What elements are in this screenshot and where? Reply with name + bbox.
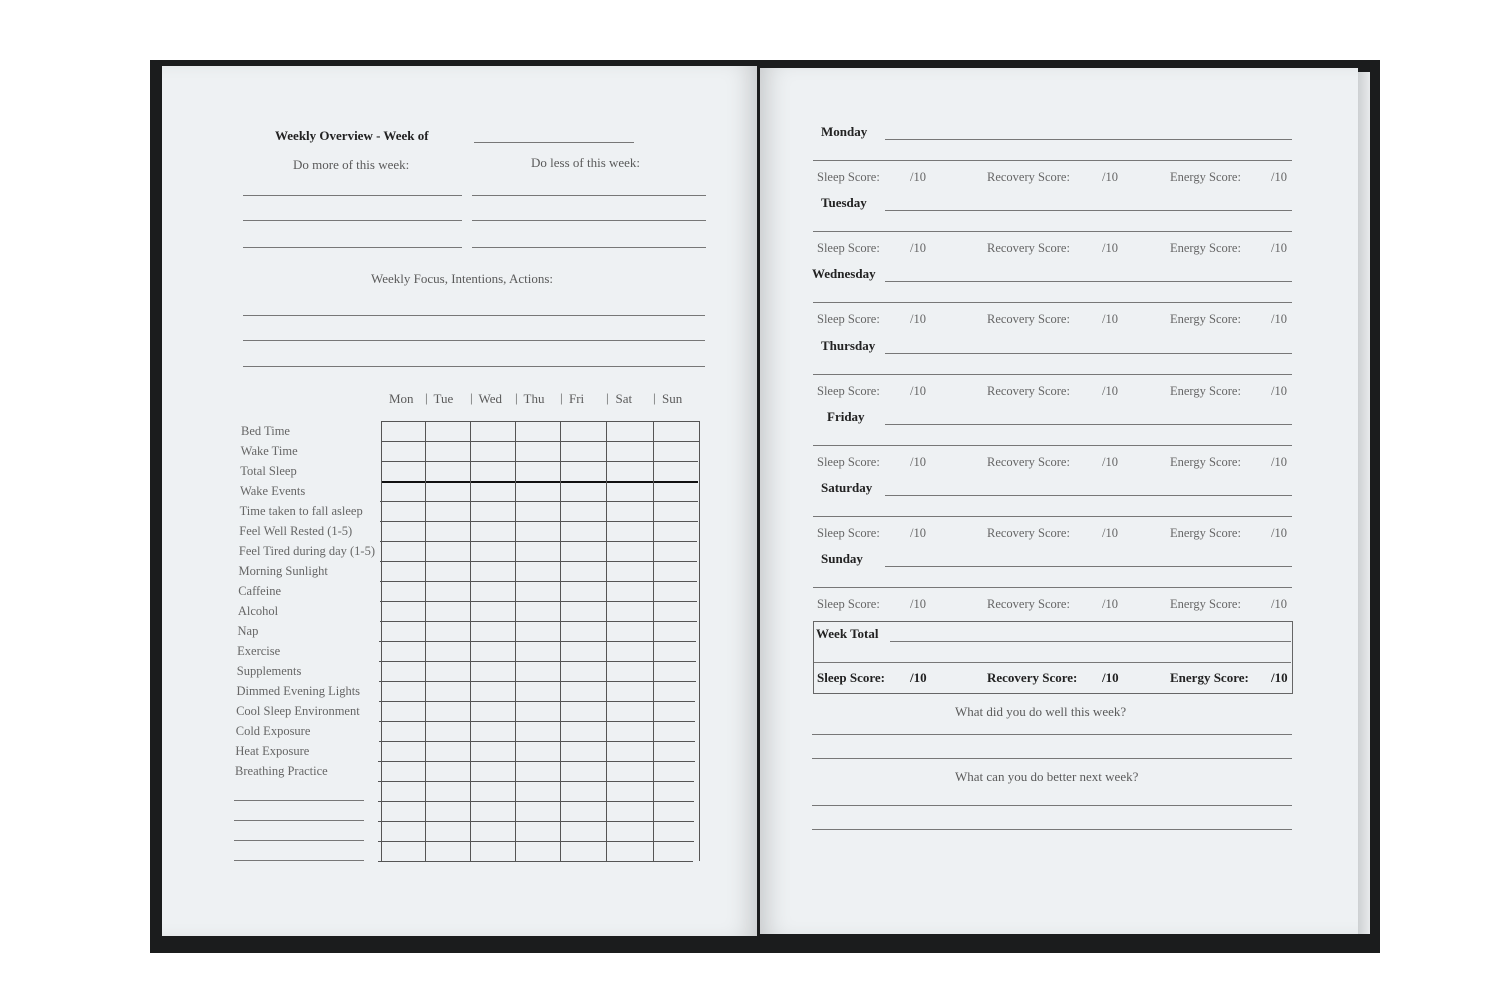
write-line (813, 231, 1292, 232)
day-header: Mon (389, 391, 414, 406)
energy-score-label: Energy Score: (1170, 383, 1241, 398)
grid-line (381, 421, 699, 422)
sleep-score-label: Sleep Score: (817, 170, 880, 184)
write-line (243, 340, 705, 341)
sleep-score-label: Sleep Score: (817, 597, 880, 612)
sleep-score-label: Sleep Score: (817, 241, 880, 256)
row-label: Cool Sleep Environment (236, 704, 360, 718)
row-label: Breathing Practice (235, 764, 328, 778)
write-line (243, 195, 462, 196)
grid-line (470, 421, 471, 861)
blank-row-line (234, 800, 364, 801)
energy-score-label: Energy Score: (1170, 526, 1241, 540)
day-header: Thu (523, 391, 545, 406)
sleep-score-max: /10 (910, 526, 926, 540)
write-line (472, 195, 706, 196)
write-line (243, 366, 705, 367)
sleep-score-max: /10 (910, 454, 926, 469)
write-line (813, 302, 1292, 303)
grid-line (380, 521, 698, 522)
recovery-score-max: /10 (1102, 170, 1118, 184)
grid-line (379, 661, 696, 662)
write-line (812, 805, 1292, 806)
do-more-label: Do more of this week: (293, 157, 410, 172)
grid-line (653, 421, 654, 861)
total-sleep-score-max: /10 (910, 670, 927, 685)
energy-score-max: /10 (1271, 454, 1287, 469)
grid-line (381, 481, 699, 483)
write-line (812, 758, 1292, 759)
grid-line (379, 741, 695, 742)
write-line (813, 374, 1292, 375)
recovery-score-max: /10 (1102, 312, 1118, 327)
recovery-score-max: /10 (1102, 241, 1118, 256)
row-label: Dimmed Evening Lights (236, 684, 361, 698)
day-label: Sunday (821, 551, 863, 567)
write-line (885, 424, 1292, 425)
did-well-label: What did you do well this week? (955, 704, 1127, 719)
recovery-score-max: /10 (1102, 454, 1118, 469)
row-label: Wake Events (239, 484, 306, 498)
grid-line (380, 621, 697, 622)
total-energy-score-max: /10 (1271, 670, 1288, 685)
write-line (243, 247, 462, 248)
do-better-label: What can you do better next week? (955, 769, 1139, 784)
row-label: Total Sleep (240, 464, 297, 478)
focus-label: Weekly Focus, Intentions, Actions: (371, 271, 554, 286)
recovery-score-label: Recovery Score: (987, 597, 1070, 612)
grid-line (380, 601, 697, 602)
row-label: Morning Sunlight (238, 564, 328, 578)
blank-row-line (234, 860, 364, 861)
write-line (812, 829, 1292, 830)
total-energy-score-label: Energy Score: (1170, 670, 1249, 685)
day-label: Tuesday (821, 195, 867, 211)
day-header: Sat (615, 391, 633, 406)
row-label: Alcohol (237, 604, 279, 618)
row-label: Cold Exposure (235, 724, 311, 738)
page-edges (1356, 72, 1370, 934)
write-line (813, 160, 1292, 161)
row-label: Heat Exposure (235, 744, 310, 758)
grid-line (379, 681, 696, 682)
write-line (885, 210, 1292, 211)
energy-score-label: Energy Score: (1170, 597, 1241, 612)
energy-score-label: Energy Score: (1170, 312, 1241, 327)
do-less-label: Do less of this week: (531, 155, 641, 170)
recovery-score-label: Recovery Score: (987, 526, 1070, 540)
recovery-score-max: /10 (1102, 526, 1118, 540)
blank-row-line (234, 840, 364, 841)
write-line (885, 353, 1292, 354)
write-line (813, 445, 1292, 446)
write-line (885, 139, 1292, 140)
grid-line (380, 541, 697, 542)
sleep-score-max: /10 (910, 241, 926, 256)
sleep-score-label: Sleep Score: (817, 312, 880, 327)
separator: | (560, 390, 563, 405)
day-header: Wed (478, 391, 502, 406)
recovery-score-label: Recovery Score: (987, 312, 1070, 327)
write-line (472, 220, 706, 221)
write-line (813, 587, 1292, 588)
sleep-score-label: Sleep Score: (817, 526, 880, 540)
recovery-score-label: Recovery Score: (987, 383, 1070, 398)
recovery-score-max: /10 (1102, 383, 1118, 398)
day-label: Wednesday (812, 266, 876, 282)
total-recovery-score-label: Recovery Score: (987, 670, 1078, 685)
separator: | (470, 390, 473, 405)
row-label: Feel Well Rested (1-5) (239, 524, 353, 538)
grid-line (380, 561, 697, 562)
recovery-score-max: /10 (1102, 597, 1118, 612)
write-line (890, 641, 1291, 642)
row-label: Wake Time (240, 444, 298, 458)
total-recovery-score-max: /10 (1102, 670, 1119, 685)
separator: | (515, 390, 518, 405)
separator: | (653, 390, 656, 405)
energy-score-max: /10 (1271, 383, 1287, 398)
recovery-score-label: Recovery Score: (987, 241, 1070, 256)
sleep-score-max: /10 (910, 170, 926, 184)
day-label: Saturday (821, 480, 873, 495)
write-line (243, 315, 705, 316)
energy-score-max: /10 (1271, 170, 1287, 184)
write-line (812, 734, 1292, 735)
week-total-label: Week Total (816, 626, 879, 641)
sleep-score-max: /10 (910, 312, 926, 327)
write-line (243, 220, 462, 221)
row-label: Exercise (237, 644, 281, 658)
day-header: Sun (662, 391, 683, 406)
day-header: Fri (569, 391, 585, 406)
energy-score-max: /10 (1271, 312, 1287, 327)
grid-line (515, 421, 516, 861)
day-label: Thursday (821, 337, 876, 353)
write-line (885, 566, 1292, 567)
grid-line (380, 581, 697, 582)
day-label: Friday (827, 408, 865, 424)
grid-line (379, 721, 696, 722)
energy-score-label: Energy Score: (1170, 170, 1241, 184)
energy-score-label: Energy Score: (1170, 454, 1241, 469)
energy-score-max: /10 (1271, 241, 1287, 256)
total-sleep-score-label: Sleep Score: (817, 670, 885, 685)
grid-line (379, 641, 696, 642)
row-label: Supplements (236, 664, 302, 678)
grid-line (606, 421, 607, 861)
grid-line (380, 501, 698, 502)
grid-line (381, 441, 699, 442)
energy-score-max: /10 (1271, 526, 1287, 540)
day-label: Monday (821, 124, 868, 139)
write-line (814, 662, 1291, 663)
row-label: Feel Tired during day (1-5) (238, 544, 375, 558)
blank-row-line (234, 820, 364, 821)
weekly-overview-title: Weekly Overview - Week of (275, 128, 429, 143)
grid-line (699, 421, 700, 861)
write-line (472, 247, 706, 248)
separator: | (425, 390, 428, 405)
grid-line (379, 701, 696, 702)
energy-score-label: Energy Score: (1170, 241, 1241, 256)
recovery-score-label: Recovery Score: (987, 170, 1070, 184)
sleep-score-max: /10 (910, 383, 926, 398)
grid-line (425, 421, 426, 861)
row-label: Caffeine (238, 584, 281, 598)
row-label: Nap (237, 624, 259, 638)
day-header: Tue (433, 391, 454, 406)
grid-line (560, 421, 561, 861)
sleep-score-label: Sleep Score: (817, 383, 880, 398)
sleep-score-max: /10 (910, 597, 926, 612)
grid-line (381, 461, 699, 462)
sleep-score-label: Sleep Score: (817, 454, 880, 469)
energy-score-max: /10 (1271, 597, 1287, 612)
separator: | (606, 390, 609, 405)
recovery-score-label: Recovery Score: (987, 454, 1070, 469)
write-line (885, 281, 1292, 282)
write-line (885, 495, 1292, 496)
write-line (474, 142, 634, 143)
grid-line (378, 861, 694, 862)
row-label: Time taken to fall asleep (239, 504, 363, 518)
grid-line (381, 421, 382, 861)
write-line (813, 516, 1292, 517)
row-label: Bed Time (241, 424, 290, 438)
